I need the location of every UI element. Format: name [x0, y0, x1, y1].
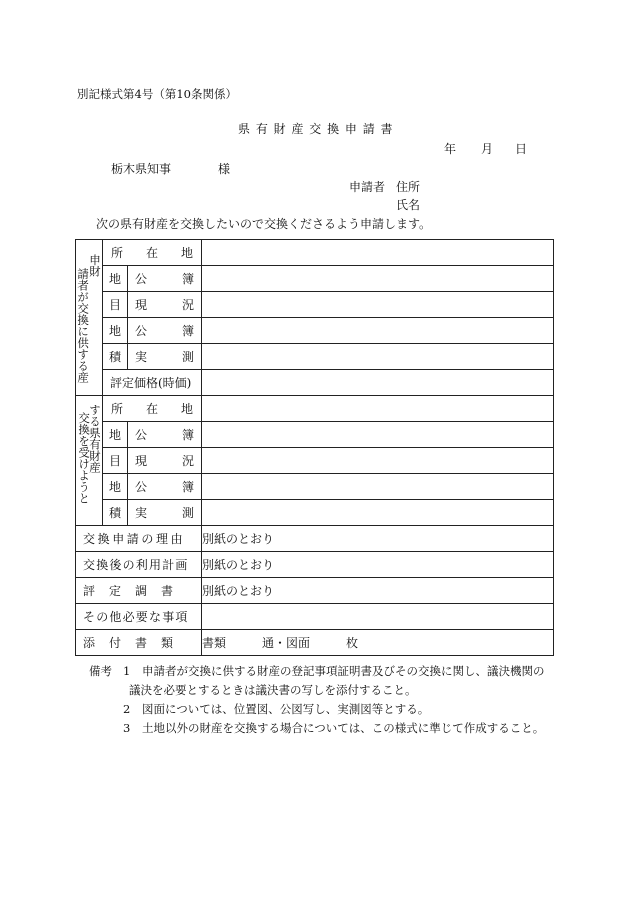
s2-category-registry-value [202, 422, 554, 448]
note-3-text: 土地以外の財産を交換する場合については、この様式に準じて作成すること。 [142, 721, 545, 735]
applicant-address-label: 住所 [396, 180, 421, 194]
s1-side-label-col1: 申財 [88, 254, 102, 277]
notes-label: 備考 [89, 664, 112, 678]
addressee-honorific: 様 [218, 162, 231, 176]
s2-category-char1: 地 [103, 422, 128, 448]
s1-category-char1: 地 [103, 266, 128, 292]
applicant-label: 申請者 [349, 180, 386, 194]
attachments-row [76, 630, 554, 656]
s1-side-label [76, 240, 103, 396]
s2-area-survey-row [76, 500, 554, 526]
other-matters-label: その他必要な事項 [76, 604, 202, 630]
s2-area-registry-row [76, 474, 554, 500]
date-year-label: 年 [444, 142, 457, 156]
s1-category-registry-row [76, 266, 554, 292]
s2-category-registry-label: 公 簿 [128, 422, 202, 448]
valuation-report-label: 評 定 調 書 [76, 578, 202, 604]
s1-area-survey-label: 実 測 [128, 344, 202, 370]
s2-category-current-value [202, 448, 554, 474]
s2-area-char2: 積 [103, 500, 128, 526]
valuation-report-value: 別紙のとおり [202, 578, 554, 604]
s1-location-value [202, 240, 554, 266]
s2-location-value [202, 396, 554, 422]
valuation-report-row [76, 578, 554, 604]
s2-side-label-col2: する県有財産 [88, 404, 102, 473]
s2-category-current-row [76, 448, 554, 474]
s2-side-label-col1: 交換を受けようと [77, 412, 92, 504]
s1-area-char2: 積 [103, 344, 128, 370]
s1-valuation-label: 評定価格(時価) [103, 370, 202, 396]
addressee-name: 栃木県知事 [111, 162, 172, 176]
note-3-number: 3 [123, 721, 131, 735]
date-month-label: 月 [481, 142, 494, 156]
note-2-text: 図面については、位置図、公図写し、実測図等とする。 [142, 702, 430, 716]
s2-area-char1: 地 [103, 474, 128, 500]
usage-plan-value: 別紙のとおり [202, 552, 554, 578]
s1-area-registry-value [202, 318, 554, 344]
s1-area-registry-row [76, 318, 554, 344]
reason-value: 別紙のとおり [202, 526, 554, 552]
reason-label: 交換申請の理由 [76, 526, 202, 552]
s1-valuation-value [202, 370, 554, 396]
s2-category-registry-row [76, 422, 554, 448]
other-matters-value [202, 604, 554, 630]
s2-category-current-label: 現 況 [128, 448, 202, 474]
s2-area-registry-value [202, 474, 554, 500]
s2-location-label: 所 在 地 [103, 396, 202, 422]
s2-location-row [76, 396, 554, 422]
s1-category-current-value [202, 292, 554, 318]
s1-area-survey-value [202, 344, 554, 370]
s1-location-label: 所 在 地 [103, 240, 202, 266]
attachments-value: 書類 通・図面 枚 [202, 630, 554, 656]
note-1-continuation: 議決を必要とするときは議決書の写しを添付すること。 [129, 683, 417, 697]
s2-category-char2: 目 [103, 448, 128, 474]
form-number: 別記様式第4号（第10条関係） [77, 87, 237, 101]
s1-category-registry-value [202, 266, 554, 292]
page-title: 県 有 財 産 交 換 申 請 書 [238, 122, 394, 136]
attachments-label: 添 付 書 類 [76, 630, 202, 656]
note-1-number: 1 [123, 664, 131, 678]
reason-row [76, 526, 554, 552]
s2-area-registry-label: 公 簿 [128, 474, 202, 500]
s2-area-survey-value [202, 500, 554, 526]
s1-location-row [76, 240, 554, 266]
application-table [75, 239, 554, 656]
s1-area-survey-row [76, 344, 554, 370]
s1-category-registry-label: 公 簿 [128, 266, 202, 292]
s1-category-current-row [76, 292, 554, 318]
s1-area-char1: 地 [103, 318, 128, 344]
applicant-name-label: 氏名 [396, 198, 421, 212]
date-day-label: 日 [515, 142, 528, 156]
usage-plan-label: 交換後の利用計画 [76, 552, 202, 578]
s2-side-label [76, 396, 103, 526]
note-1-text: 申請者が交換に供する財産の登記事項証明書及びその交換に関し、議決機関の [142, 664, 545, 678]
s1-side-label-col2: 請者が交換に供する産 [76, 268, 91, 383]
s1-area-registry-label: 公 簿 [128, 318, 202, 344]
other-matters-row [76, 604, 554, 630]
s1-category-current-label: 現 況 [128, 292, 202, 318]
intro-text: 次の県有財産を交換したいので交換くださるよう申請します。 [96, 217, 432, 231]
s1-category-char2: 目 [103, 292, 128, 318]
s1-valuation-row [76, 370, 554, 396]
note-2-number: 2 [123, 702, 131, 716]
usage-plan-row [76, 552, 554, 578]
s2-area-survey-label: 実 測 [128, 500, 202, 526]
